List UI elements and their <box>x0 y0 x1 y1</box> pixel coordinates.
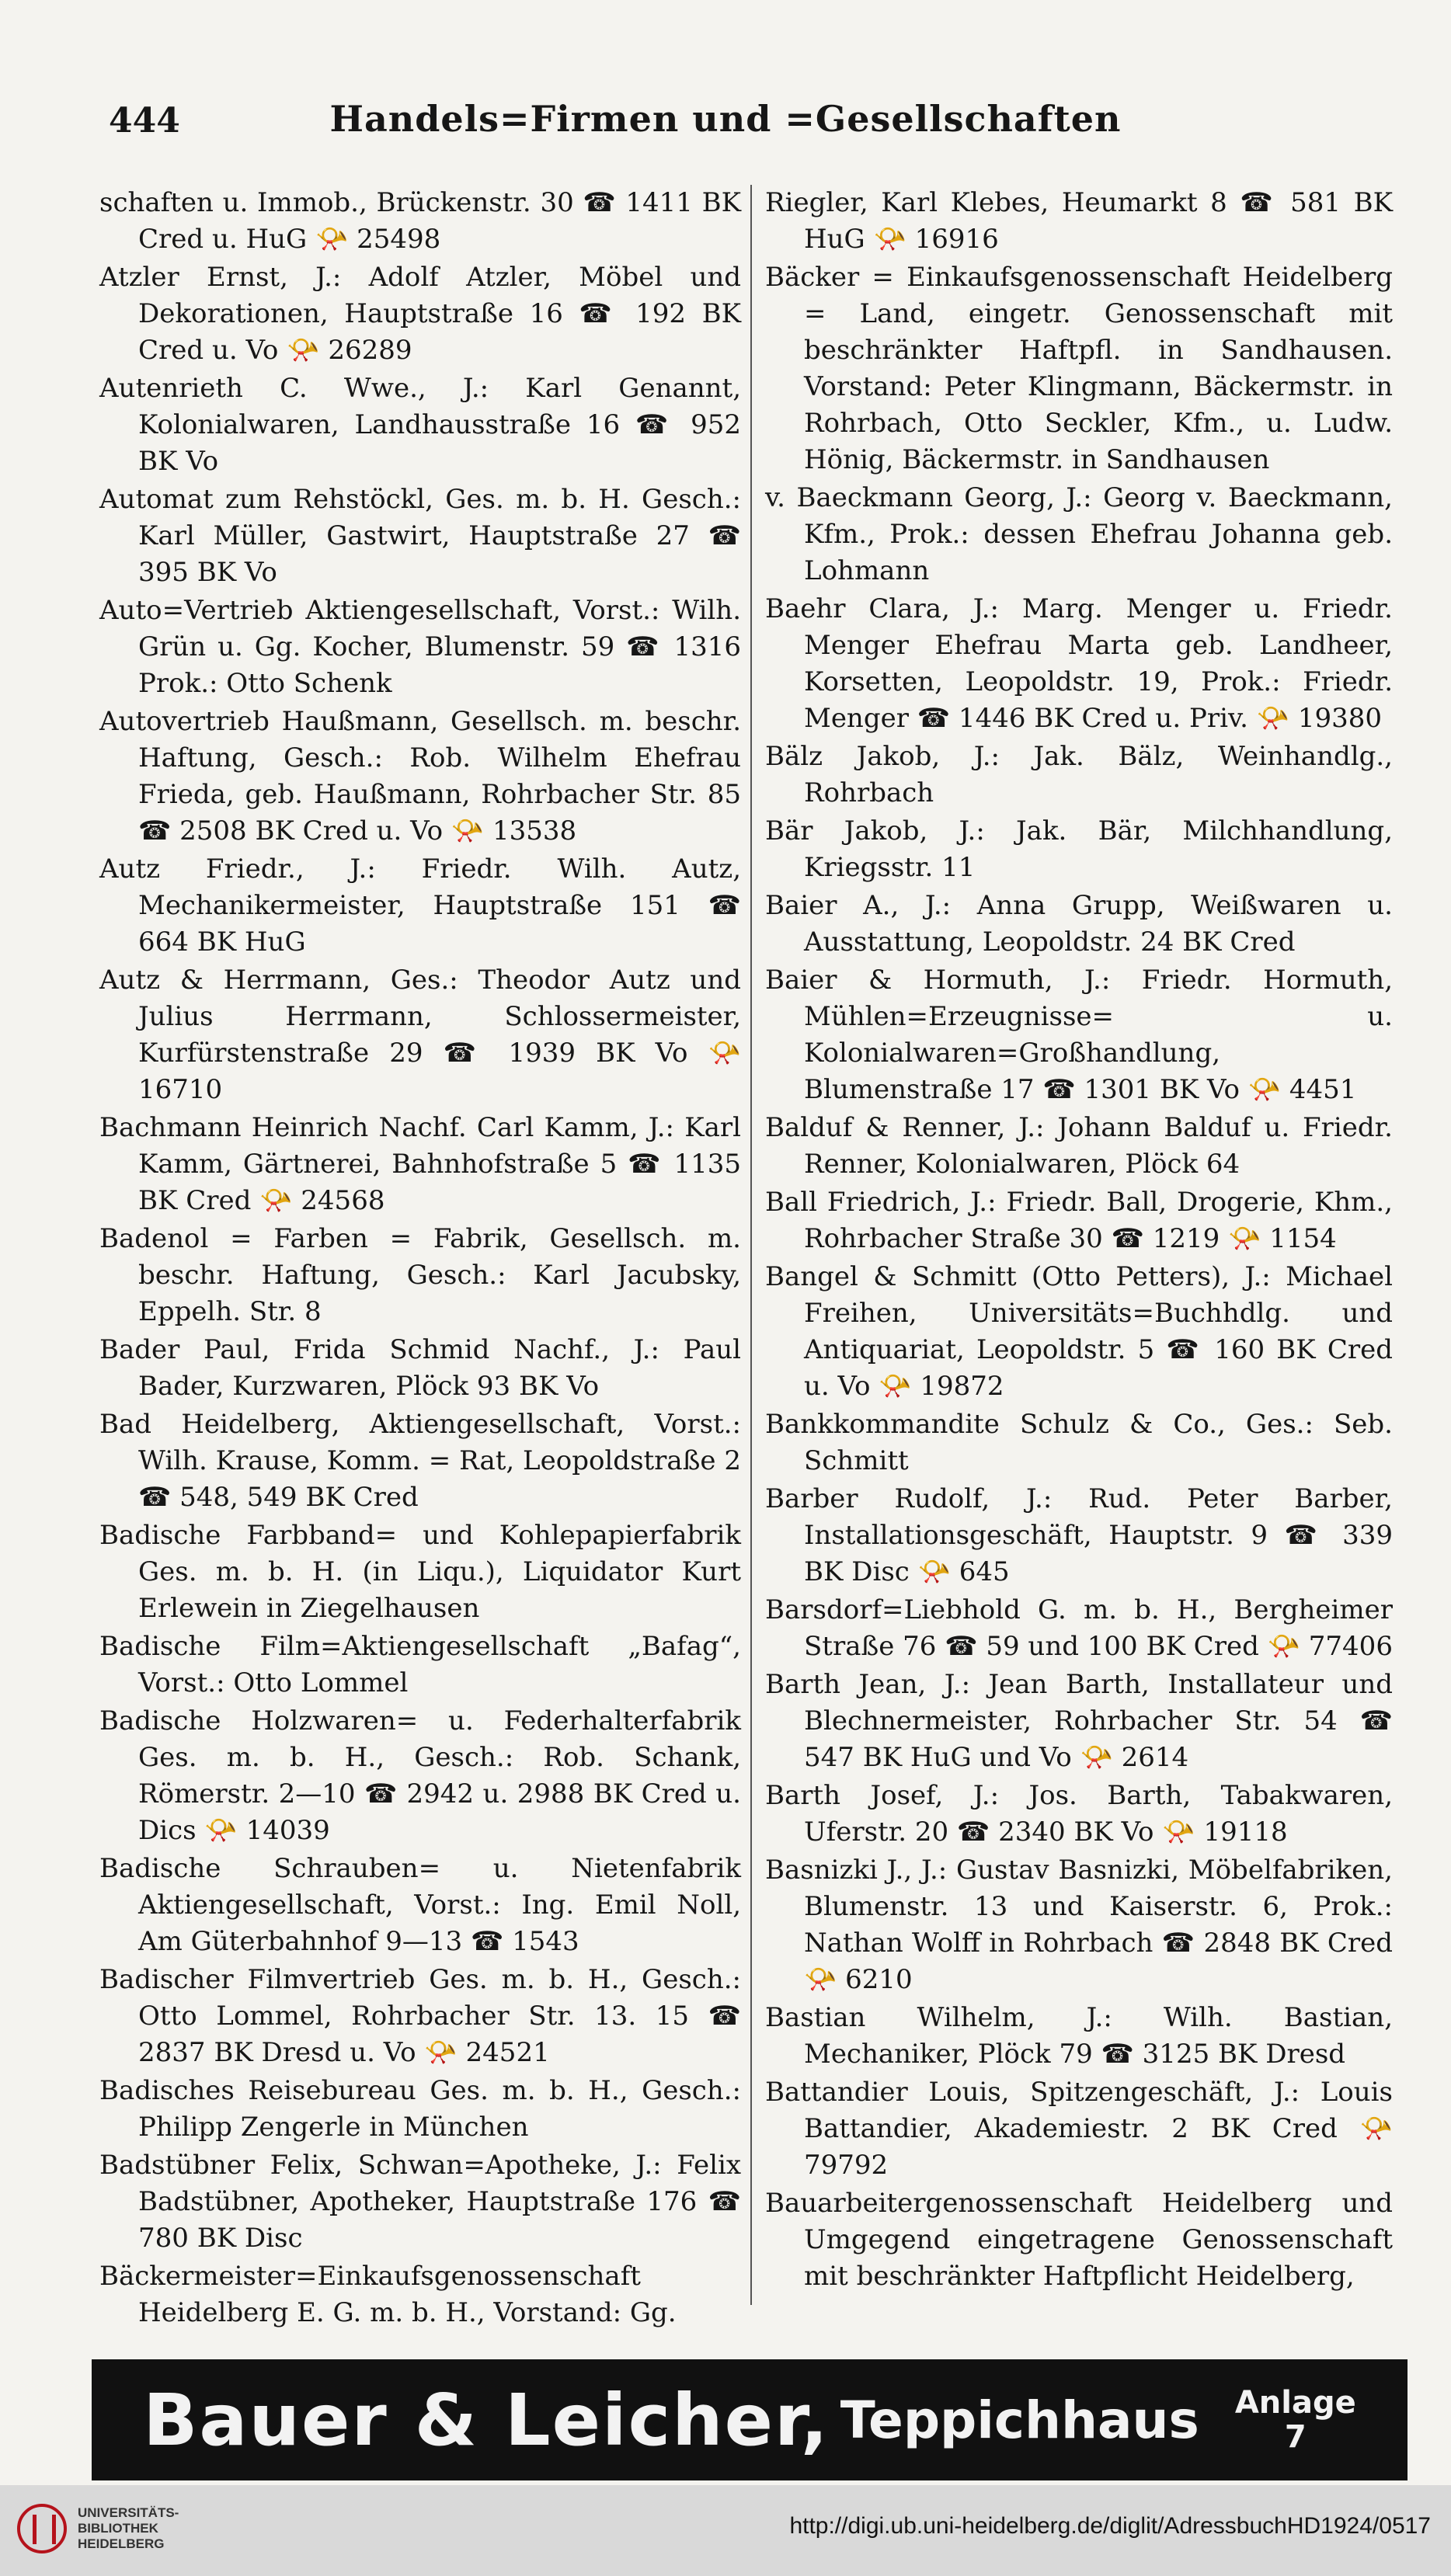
directory-entry: Bader Paul, Frida Schmid Nachf., J.: Paul Bader, Kurzwaren, Plöck 93 BK Vo <box>99 1334 741 1402</box>
directory-entry: Battandier Louis, Spitzengeschäft, J.: Louis Battandier, Akademiestr. 2 BK Cred 📯 79792 <box>765 2077 1393 2181</box>
directory-entry: Bastian Wilhelm, J.: Wilh. Bastian, Mechaniker, Plöck 79 ☎ 3125 BK Dresd <box>765 2002 1393 2070</box>
directory-entry: Bad Heidelberg, Aktiengesellschaft, Vorst.: Wilh. Krause, Komm. = Rat, Leopoldstraße 2 ☎ 548, 549 BK Cred <box>99 1409 741 1513</box>
ad-brand: Bauer & Leicher, <box>143 2378 830 2462</box>
directory-entry: Barth Jean, J.: Jean Barth, Installateur und Blechnermeister, Rohrbacher Str. 54 ☎ 547 BK HuG und Vo 📯 2614 <box>765 1669 1393 1773</box>
directory-entry: Bäckermeister=Einkaufsgenossenschaft Heidelberg E. G. m. b. H., Vorstand: Gg. <box>99 2261 677 2328</box>
directory-entry: Autz Friedr., J.: Friedr. Wilh. Autz, Mechanikermeister, Hauptstraße 151 ☎ 664 BK HuG <box>99 853 741 958</box>
ad-address-street: Anlage <box>1234 2385 1356 2421</box>
library-name <box>78 2505 179 2552</box>
directory-entry: Baier & Hormuth, J.: Friedr. Hormuth, Mühlen=Erzeugnisse= u. Kolonialwaren=Großhandlung, Blumenstraße 17 ☎ 1301 BK Vo 📯 4451 <box>765 965 1393 1105</box>
ad-address <box>1235 2386 1356 2454</box>
directory-entry: Baier A., J.: Anna Grupp, Weißwaren u. Ausstattung, Leopoldstr. 24 BK Cred <box>765 890 1393 958</box>
directory-entry: Bachmann Heinrich Nachf. Carl Kamm, J.: Karl Kamm, Gärtnerei, Bahnhofstraße 5 ☎ 1135 BK Cred 📯 24568 <box>99 1112 741 1216</box>
ad-address-number: 7 <box>1284 2419 1307 2455</box>
directory-entry: Badische Film=Aktiengesellschaft „Bafag“, Vorst.: Otto Lommel <box>99 1631 741 1698</box>
library-logo[interactable] <box>17 2504 179 2553</box>
directory-entry: Baehr Clara, J.: Marg. Menger u. Friedr. Menger Ehefrau Marta geb. Landheer, Korsetten, Leopoldstr. 19, Prok.: Friedr. Menger ☎ 1446 BK Cred u. Priv. 📯 19380 <box>765 593 1393 734</box>
directory-entry: Bär Jakob, J.: Jak. Bär, Milchhandlung, Kriegsstr. 11 <box>765 815 1393 883</box>
directory-entry: Atzler Ernst, J.: Adolf Atzler, Möbel und Dekorationen, Hauptstraße 16 ☎ 192 BK Cred u. Vo 📯 26289 <box>99 262 741 366</box>
directory-entry: Bälz Jakob, J.: Jak. Bälz, Weinhandlg., Rohrbach <box>765 741 1393 808</box>
ad-business: Teppichhaus <box>840 2390 1199 2450</box>
advertisement-banner <box>92 2359 1408 2480</box>
directory-entry: Riegler, Karl Klebes, Heumarkt 8 ☎ 581 BK HuG 📯 16916 <box>765 187 1393 255</box>
directory-entry: Badenol = Farben = Fabrik, Gesellsch. m. beschr. Haftung, Gesch.: Karl Jacubsky, Eppelh. Str. 8 <box>99 1223 741 1327</box>
footer-bar <box>0 2485 1451 2576</box>
directory-entry: schaften u. Immob., Brückenstr. 30 ☎ 1411 BK Cred u. HuG 📯 25498 <box>99 187 741 255</box>
directory-entry: Barth Josef, J.: Jos. Barth, Tabakwaren, Uferstr. 20 ☎ 2340 BK Vo 📯 19118 <box>765 1780 1393 1848</box>
logo-line: HEIDELBERG <box>78 2536 165 2551</box>
right-column <box>765 185 1393 2292</box>
directory-entry: Bäcker = Einkaufsgenossenschaft Heidelberg = Land, eingetr. Genossenschaft mit beschränkter Haftpfl. in Sandhausen. Vorstand: Peter Klingmann, Bäckermstr. in Rohrbach, Otto Seckler, Kfm., u. Ludw. Hönig, Bäckermstr. in Sandhausen <box>765 262 1393 475</box>
directory-entry: Badische Holzwaren= u. Federhalterfabrik Ges. m. b. H., Gesch.: Rob. Schank, Römerstr. 2—10 ☎ 2942 u. 2988 BK Cred u. Dics 📯 14039 <box>99 1705 741 1846</box>
directory-entry: Badische Schrauben= u. Nietenfabrik Aktiengesellschaft, Vorst.: Ing. Emil Noll, Am Güterbahnhof 9—13 ☎ 1543 <box>99 1853 741 1957</box>
directory-entry: Barsdorf=Liebhold G. m. b. H., Bergheimer Straße 76 ☎ 59 und 100 BK Cred 📯 77406 <box>765 1594 1393 1662</box>
directory-entry: v. Baeckmann Georg, J.: Georg v. Baeckmann, Kfm., Prok.: dessen Ehefrau Johanna geb. Lohmann <box>765 482 1393 586</box>
column-divider <box>750 185 752 2305</box>
directory-entry: Autenrieth C. Wwe., J.: Karl Genannt, Kolonialwaren, Landhausstraße 16 ☎ 952 BK Vo <box>99 373 741 477</box>
directory-entry: Bankkommandite Schulz & Co., Ges.: Seb. Schmitt <box>765 1409 1393 1476</box>
left-column <box>99 185 741 2328</box>
directory-entry: Badstübner Felix, Schwan=Apotheke, J.: Felix Badstübner, Apotheker, Hauptstraße 176 ☎ 780 BK Disc <box>99 2150 741 2254</box>
directory-entry: Badischer Filmvertrieb Ges. m. b. H., Gesch.: Otto Lommel, Rohrbacher Str. 13. 15 ☎ 2837 BK Dresd u. Vo 📯 24521 <box>99 1964 741 2068</box>
directory-entry: Ball Friedrich, J.: Friedr. Ball, Drogerie, Khm., Rohrbacher Straße 30 ☎ 1219 📯 1154 <box>765 1187 1393 1254</box>
library-seal-icon <box>17 2504 67 2553</box>
directory-entry: Automat zum Rehstöckl, Ges. m. b. H. Gesch.: Karl Müller, Gastwirt, Hauptstraße 27 ☎ 395 BK Vo <box>99 484 741 588</box>
directory-entry: Basnizki J., J.: Gustav Basnizki, Möbelfabriken, Blumenstr. 13 und Kaiserstr. 6, Prok.: Nathan Wolff in Rohrbach ☎ 2848 BK Cred 📯 6210 <box>765 1855 1393 1995</box>
directory-entry: Autz & Herrmann, Ges.: Theodor Autz und Julius Herrmann, Schlossermeister, Kurfürstenstraße 29 ☎ 1939 BK Vo 📯 16710 <box>99 965 741 1105</box>
directory-entry: Balduf & Renner, J.: Johann Balduf u. Friedr. Renner, Kolonialwaren, Plöck 64 <box>765 1112 1393 1180</box>
running-title: Handels=Firmen und =Gesellschaften <box>329 98 1122 140</box>
directory-entry: Badisches Reisebureau Ges. m. b. H., Gesch.: Philipp Zengerle in München <box>99 2075 741 2143</box>
directory-entry: Barber Rudolf, J.: Rud. Peter Barber, Installationsgeschäft, Hauptstr. 9 ☎ 339 BK Disc 📯 645 <box>765 1483 1393 1587</box>
logo-line: BIBLIOTHEK <box>78 2521 158 2536</box>
directory-entry: Bangel & Schmitt (Otto Petters), J.: Michael Freihen, Universitäts=Buchhdlg. und Antiquariat, Leopoldstr. 5 ☎ 160 BK Cred u. Vo 📯 19872 <box>765 1261 1393 1402</box>
page-number: 444 <box>109 101 180 141</box>
logo-line: UNIVERSITÄTS- <box>78 2505 179 2520</box>
source-url-link[interactable]: http://digi.ub.uni-heidelberg.de/diglit/AdressbuchHD1924/0517 <box>789 2513 1431 2539</box>
directory-entry: Badische Farbband= und Kohlepapierfabrik Ges. m. b. H. (in Liqu.), Liquidator Kurt Erlewein in Ziegelhausen <box>99 1520 741 1624</box>
directory-entry: Autovertrieb Haußmann, Gesellsch. m. beschr. Haftung, Gesch.: Rob. Wilhelm Ehefrau Frieda, geb. Haußmann, Rohrbacher Str. 85 ☎ 2508 BK Cred u. Vo 📯 13538 <box>99 706 741 846</box>
directory-entry: Auto=Vertrieb Aktiengesellschaft, Vorst.: Wilh. Grün u. Gg. Kocher, Blumenstr. 59 ☎ 1316 Prok.: Otto Schenk <box>99 595 741 699</box>
directory-entry: Bauarbeitergenossenschaft Heidelberg und Umgegend eingetragene Genossenschaft mit beschränkter Haftpflicht Heidelberg, <box>765 2188 1393 2292</box>
